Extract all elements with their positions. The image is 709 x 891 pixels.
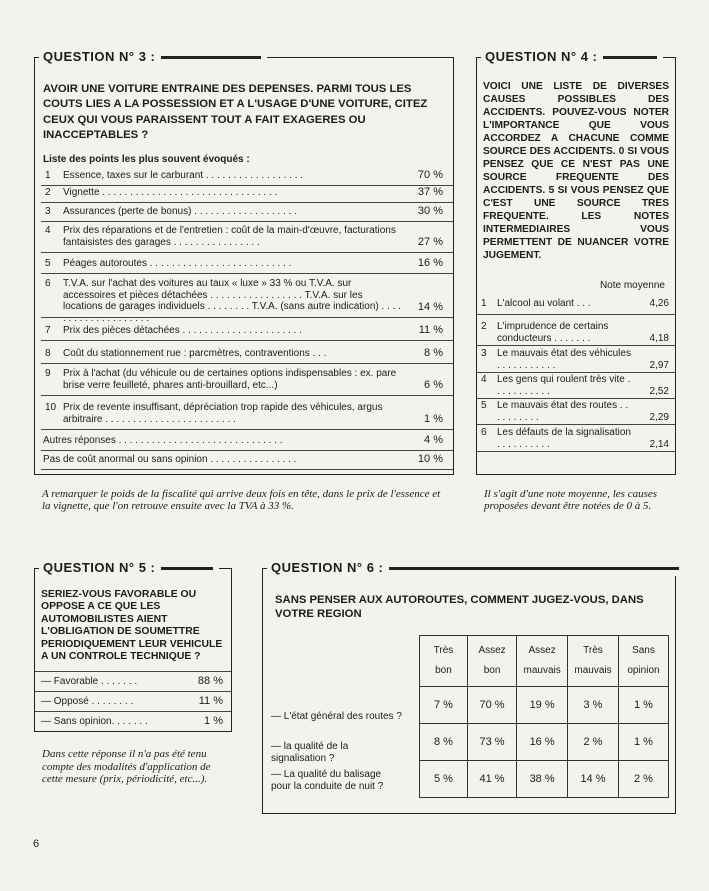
- question-5-note: Dans cette réponse il n'a pas été tenu compte des modalités d'application de cette mesure (prix, périodicité, etc...).: [42, 748, 211, 786]
- table-cell: 38 %: [517, 761, 568, 798]
- item-number: 1: [45, 170, 51, 181]
- item-number: 9: [45, 368, 51, 379]
- question-4-column-title: Note moyenne: [599, 280, 665, 291]
- column-header: [467, 636, 516, 687]
- item-number: 3: [481, 348, 487, 359]
- item-label: Pas de coût anormal ou sans opinion . . . . . . . . . . . . . . . .: [43, 454, 297, 465]
- separator: [41, 395, 453, 396]
- item-label: Assurances (perte de bonus) . . . . . . . . . . . . . . . . . . .: [63, 206, 297, 217]
- table-row: [420, 724, 669, 761]
- item-percent: 6 %: [424, 378, 443, 391]
- item-value: 2,29: [649, 411, 669, 423]
- question-4-title: QUESTION N° 4 :: [485, 49, 598, 64]
- column-header-line1: Très: [583, 645, 603, 656]
- item-label: Autres réponses . . . . . . . . . . . . . . . . . . . . . . . . . . . . . .: [43, 435, 283, 446]
- item-percent: 1 %: [424, 412, 443, 425]
- question-3-item: [41, 170, 453, 182]
- item-percent: 11 %: [418, 324, 443, 336]
- question-3-item: [41, 325, 453, 337]
- question-6-table: [419, 635, 669, 798]
- item-number: 1: [481, 298, 487, 309]
- table-cell: 2 %: [618, 761, 668, 798]
- column-header: [568, 636, 619, 687]
- item-percent: 70 %: [417, 169, 443, 181]
- column-header-line2: bon: [483, 665, 501, 676]
- question-3-list: [41, 170, 453, 474]
- item-number: 4: [481, 374, 487, 385]
- table-cell: 73 %: [467, 724, 516, 761]
- column-header-line2: mauvais: [523, 665, 561, 676]
- column-header-line1: Très: [433, 645, 454, 656]
- table-cell: 70 %: [467, 687, 516, 724]
- separator: [41, 185, 453, 186]
- question-5-item: [35, 676, 231, 688]
- question-3-item: [41, 206, 453, 218]
- question-4-item: [477, 321, 675, 344]
- question-3-list-title: Liste des points les plus souvent évoqués :: [43, 154, 250, 165]
- separator: [41, 450, 453, 451]
- item-value: 4,18: [649, 332, 669, 344]
- column-header-line2: bon: [435, 665, 452, 676]
- separator: [41, 340, 453, 341]
- item-percent: 4 %: [424, 434, 443, 446]
- table-cell: 16 %: [517, 724, 568, 761]
- item-number: 7: [45, 325, 51, 336]
- column-header-line2: mauvais: [574, 665, 612, 676]
- column-header-line1: Assez: [478, 645, 506, 656]
- item-percent: 1 %: [204, 715, 223, 727]
- item-label: — Sans opinion. . . . . . .: [41, 716, 148, 727]
- question-5-list: [35, 671, 231, 731]
- item-number: 6: [45, 278, 51, 289]
- question-4-header: [481, 49, 663, 65]
- item-label: — Favorable . . . . . . .: [41, 676, 138, 687]
- column-header: [420, 636, 468, 687]
- item-label: Les défauts de la signalisation . . . . . . . . . .: [497, 427, 631, 450]
- item-label: Le mauvais état des véhicules . . . . . . . . . . .: [497, 348, 631, 371]
- separator: [41, 363, 453, 364]
- item-number: 2: [481, 321, 487, 332]
- item-label: T.V.A. sur l'achat des voitures au taux « luxe » 33 % ou T.V.A. sur accessoires et pièces détachées . . . . . . . . . . . . . . . . . T.V.A. sur les locations de garages individuels . . . . . . . . T.V.A. (sans autre indication) . . . . . . . . . . . . . . . . . . . .: [63, 278, 401, 324]
- question-5-header: [39, 560, 219, 576]
- column-header-line1: Sans: [632, 645, 655, 656]
- table-row: [420, 761, 669, 798]
- item-percent: 37 %: [417, 186, 443, 198]
- item-label: Coût du stationnement rue : parcmètres, contraventions . . .: [63, 348, 327, 359]
- separator: [41, 252, 453, 253]
- question-4-item: [477, 348, 675, 371]
- question-3-text: AVOIR UNE VOITURE ENTRAINE DES DEPENSES. PARMI TOUS LES COUTS LIES A LA POSSESSION ET A L'USAGE D'UNE VOITURE, CITEZ CEUX QUI VOUS PARAISSENT TOUT A FAIT EXAGERES OU INACCEPTABLES ?: [43, 83, 428, 141]
- table-row: [420, 687, 669, 724]
- item-percent: 16 %: [417, 257, 443, 269]
- item-value: 4,26: [649, 298, 669, 309]
- separator: [477, 451, 675, 452]
- question-5-text: SERIEZ-VOUS FAVORABLE OU OPPOSE A CE QUE LES AUTOMOBILISTES AIENT L'OBLIGATION DE SOUMETTRE PERIODIQUEMENT LEUR VEHICULE A UN CONTROLE TECHNIQUE ?: [41, 589, 223, 663]
- item-percent: 30 %: [417, 205, 443, 217]
- question-3-item: [41, 454, 453, 466]
- item-label: Prix des pièces détachées . . . . . . . . . . . . . . . . . . . . . .: [63, 325, 302, 336]
- table-cell: 1 %: [618, 687, 668, 724]
- separator: [41, 221, 453, 222]
- item-number: 2: [45, 187, 51, 198]
- item-label: Le mauvais état des routes . . . . . . . . . .: [497, 400, 629, 423]
- item-label: Péages autoroutes . . . . . . . . . . . . . . . . . . . . . . . . . .: [63, 258, 292, 269]
- item-percent: 88 %: [197, 675, 223, 687]
- item-percent: 8 %: [424, 347, 443, 359]
- table-cell: 19 %: [517, 687, 568, 724]
- question-4-item: [477, 427, 675, 450]
- question-4-text: VOICI UNE LISTE DE DIVERSES CAUSES POSSIBLES DES ACCIDENTS. POUVEZ-VOUS NOTER L'IMPORTANCE QUE VOUS ACCORDEZ A CHACUNE COMME SOURCE DES ACCIDENTS. 0 SI VOUS PENSEZ QUE CE N'EST PAS UNE SOURCE FREQUENTE DES ACCIDENTS. 5 SI VOUS PENSEZ QUE C'EST UNE SOURCE TRES FREQUENTE. LES NOTES INTERMEDIAIRES VOUS PERMETTENT DE NUANCER VOTRE JUGEMENT.: [483, 81, 669, 261]
- table-cell: 5 %: [420, 761, 468, 798]
- question-4-item: [477, 298, 675, 310]
- item-number: 3: [45, 206, 51, 217]
- item-label: Les gens qui roulent très vite . . . . . . . . . . .: [497, 374, 631, 397]
- table-cell: 41 %: [467, 761, 516, 798]
- question-3-item: [41, 258, 453, 270]
- item-percent: 27 %: [417, 235, 443, 248]
- question-3-header: [39, 49, 267, 65]
- item-label: — Opposé . . . . . . . .: [41, 696, 134, 707]
- separator: [41, 469, 453, 470]
- table-cell: 3 %: [568, 687, 619, 724]
- table-cell: 7 %: [420, 687, 468, 724]
- table-cell: 1 %: [618, 724, 668, 761]
- column-header-line1: Assez: [528, 645, 556, 656]
- table-cell: 2 %: [568, 724, 619, 761]
- question-4-list: [477, 294, 675, 474]
- item-label: Prix des réparations et de l'entretien : coût de la main-d'œuvre, facturations fantaisistes des garages . . . . . . . . . . . . . . . .: [63, 225, 396, 248]
- item-number: 5: [481, 400, 487, 411]
- item-label: Essence, taxes sur le carburant . . . . . . . . . . . . . . . . . .: [63, 170, 304, 181]
- item-value: 2,52: [649, 385, 669, 397]
- separator: [35, 671, 231, 672]
- separator: [41, 429, 453, 430]
- item-label: Vignette . . . . . . . . . . . . . . . . . . . . . . . . . . . . . . . .: [63, 187, 278, 198]
- row-label: — la qualité de la signalisation ?: [271, 741, 349, 764]
- question-3-item: [41, 435, 453, 447]
- separator: [477, 424, 675, 425]
- question-5-item: [35, 696, 231, 708]
- question-4-item: [477, 400, 675, 423]
- item-value: 2,97: [649, 359, 669, 371]
- item-number: 8: [45, 348, 51, 359]
- separator: [35, 691, 231, 692]
- item-label: Prix de revente insuffisant, dépréciation trop rapide des véhicules, argus arbitraire . . . . . . . . . . . . . . . . . . . . . . . .: [63, 402, 383, 425]
- question-3-item: [41, 368, 453, 391]
- separator: [41, 317, 453, 318]
- item-percent: 11 %: [198, 695, 223, 707]
- separator: [477, 398, 675, 399]
- item-value: 2,14: [649, 438, 669, 450]
- separator: [477, 314, 675, 315]
- table-cell: 8 %: [420, 724, 468, 761]
- question-4-item: [477, 374, 675, 397]
- question-5-title: QUESTION N° 5 :: [43, 560, 156, 575]
- question-5-item: [35, 716, 231, 728]
- column-header-line2: opinion: [627, 665, 660, 676]
- item-percent: 14 %: [417, 301, 443, 314]
- separator: [477, 345, 675, 346]
- item-number: 10: [45, 402, 57, 413]
- separator: [41, 273, 453, 274]
- question-3-title: QUESTION N° 3 :: [43, 49, 156, 64]
- row-label: — L'état général des routes ?: [271, 711, 402, 722]
- separator: [35, 711, 231, 712]
- table-cell: 14 %: [568, 761, 619, 798]
- item-number: 5: [45, 258, 51, 269]
- question-3-item: [41, 187, 453, 199]
- table-header-row: [420, 636, 669, 687]
- question-6-box: [262, 560, 676, 814]
- question-3-item: [41, 278, 453, 324]
- question-3-item: [41, 225, 453, 248]
- item-number: 4: [45, 225, 51, 236]
- item-percent: 10 %: [417, 453, 443, 465]
- separator: [477, 372, 675, 373]
- question-5-box: [34, 560, 232, 732]
- item-label: L'alcool au volant . . .: [497, 298, 591, 309]
- question-3-box: [34, 49, 454, 475]
- column-header: [618, 636, 668, 687]
- separator: [41, 202, 453, 203]
- column-header: [517, 636, 568, 687]
- item-label: Prix à l'achat (du véhicule ou de certaines options indispensables : ex. pare brise verre feuilleté, phares anti-brouillard, etc...): [63, 368, 397, 391]
- question-3-item: [41, 402, 453, 425]
- question-3-note: A remarquer le poids de la fiscalité qui arrive deux fois en tête, dans le prix de l'essence et la vignette, que l'on retrouve ensuite avec la TVA à 33 %.: [42, 488, 441, 512]
- question-4-box: [476, 49, 676, 475]
- question-6-text: SANS PENSER AUX AUTOROUTES, COMMENT JUGEZ-VOUS, DANS VOTRE REGION: [275, 594, 644, 620]
- item-label: L'imprudence de certains conducteurs . . . . . . .: [497, 321, 609, 344]
- question-6-title: QUESTION N° 6 :: [271, 560, 384, 575]
- page-number: 6: [33, 838, 40, 850]
- question-6-header: [267, 560, 685, 576]
- row-label: — La qualité du balisage pour la conduite de nuit ?: [271, 769, 384, 792]
- item-number: 6: [481, 427, 487, 438]
- question-3-item: [41, 348, 453, 360]
- question-4-note: Il s'agit d'une note moyenne, les causes proposées devant être notées de 0 à 5.: [484, 488, 658, 512]
